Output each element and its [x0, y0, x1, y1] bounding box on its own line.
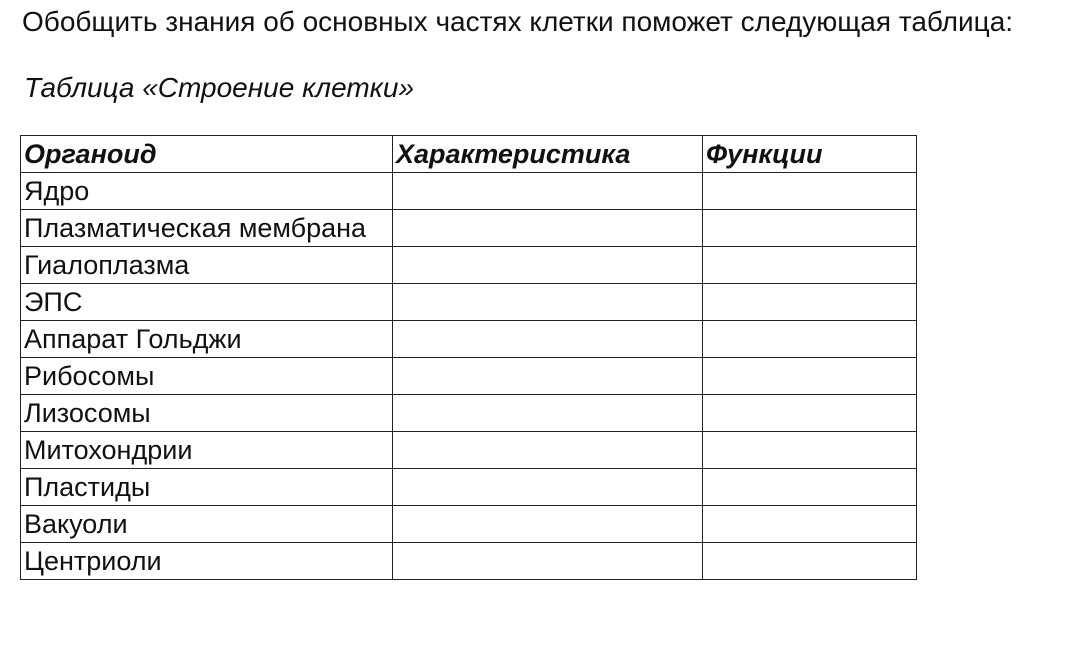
characteristic-cell	[393, 284, 703, 321]
table-row	[21, 395, 917, 432]
organoid-cell: Рибосомы	[21, 358, 393, 395]
organoid-cell: Лизосомы	[21, 395, 393, 432]
table-row	[21, 358, 917, 395]
characteristic-cell	[393, 432, 703, 469]
table-row	[21, 506, 917, 543]
intro-text: Обобщить знания об основных частях клетки поможет следующая таблица:	[22, 6, 1014, 37]
characteristic-cell	[393, 506, 703, 543]
organoid-cell: Ядро	[21, 173, 393, 210]
organoid-cell: Плазматическая мембрана	[21, 210, 393, 247]
header-organoid: Органоид	[21, 136, 393, 173]
cell-structure-table	[20, 135, 917, 580]
characteristic-cell	[393, 395, 703, 432]
table-row	[21, 321, 917, 358]
functions-cell	[703, 284, 917, 321]
functions-cell	[703, 543, 917, 580]
characteristic-cell	[393, 358, 703, 395]
characteristic-cell	[393, 173, 703, 210]
organoid-cell: Вакуоли	[21, 506, 393, 543]
organoid-cell: Пластиды	[21, 469, 393, 506]
organoid-cell: Гиалоплазма	[21, 247, 393, 284]
header-functions: Функции	[703, 136, 917, 173]
characteristic-cell	[393, 210, 703, 247]
functions-cell	[703, 247, 917, 284]
table-row	[21, 210, 917, 247]
table-row	[21, 432, 917, 469]
table-row	[21, 543, 917, 580]
organoid-cell: Аппарат Гольджи	[21, 321, 393, 358]
organoid-cell: Центриоли	[21, 543, 393, 580]
functions-cell	[703, 506, 917, 543]
characteristic-cell	[393, 321, 703, 358]
organoid-cell: ЭПС	[21, 284, 393, 321]
table-caption: Таблица «Строение клетки»	[24, 72, 415, 103]
functions-cell	[703, 432, 917, 469]
functions-cell	[703, 358, 917, 395]
organoid-cell: Митохондрии	[21, 432, 393, 469]
table-row	[21, 173, 917, 210]
table-header-row	[21, 136, 917, 173]
characteristic-cell	[393, 543, 703, 580]
functions-cell	[703, 321, 917, 358]
functions-cell	[703, 395, 917, 432]
functions-cell	[703, 173, 917, 210]
characteristic-cell	[393, 247, 703, 284]
functions-cell	[703, 469, 917, 506]
table-row	[21, 469, 917, 506]
functions-cell	[703, 210, 917, 247]
characteristic-cell	[393, 469, 703, 506]
table-row	[21, 284, 917, 321]
table-row	[21, 247, 917, 284]
header-characteristic: Характеристика	[393, 136, 703, 173]
